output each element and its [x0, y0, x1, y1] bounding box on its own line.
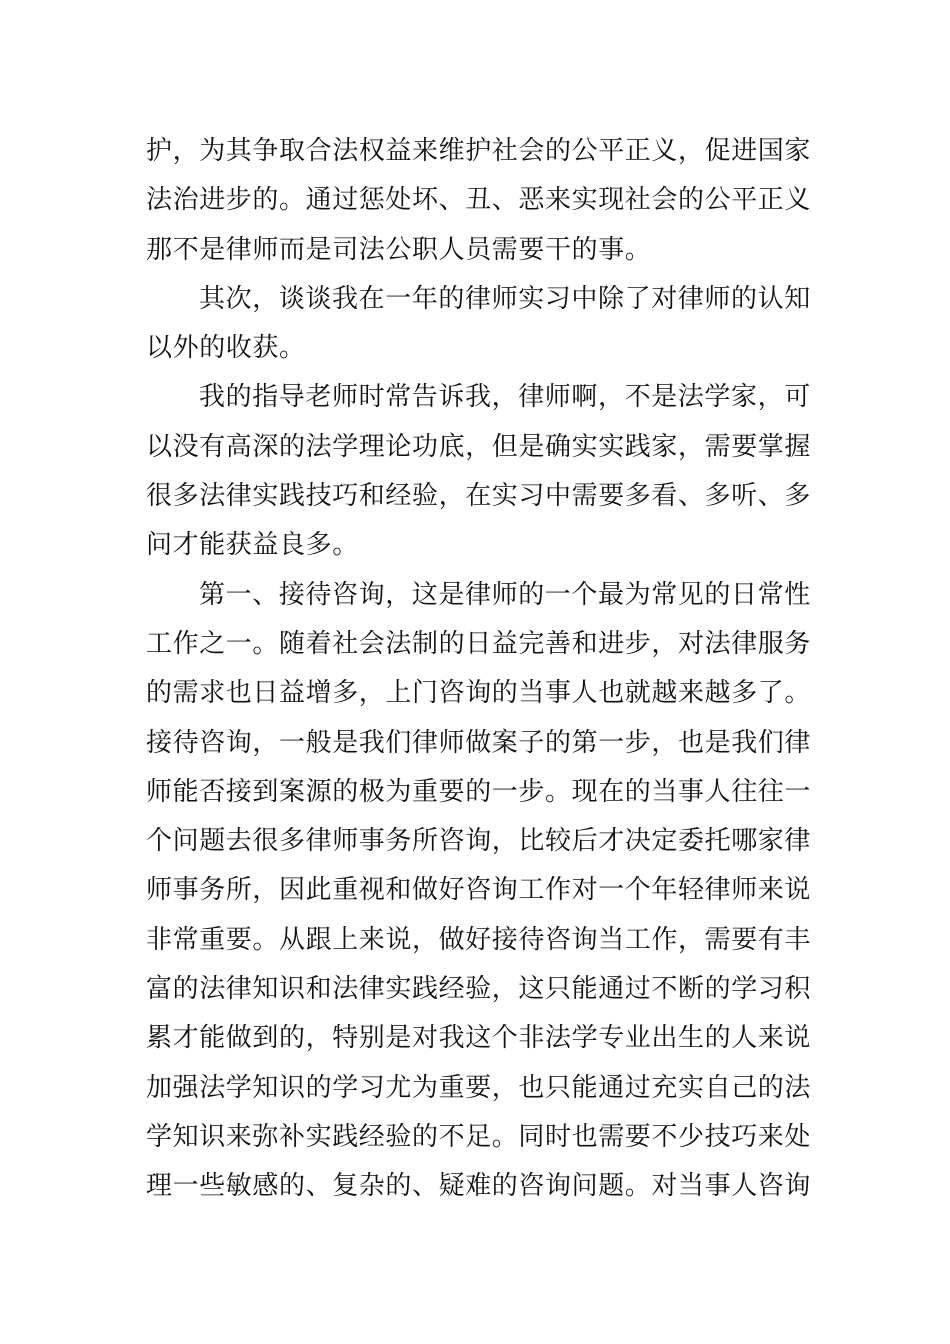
text-line: 师事务所，因此重视和做好咨询工作对一个年轻律师来说	[146, 875, 812, 906]
text-line: 学知识来弥补实践经验的不足。同时也需要不少技巧来处	[146, 1121, 812, 1152]
document-body	[146, 127, 812, 1212]
text-line: 法治进步的。通过惩处坏、丑、恶来实现社会的公平正义	[146, 185, 812, 216]
paragraph-first-line: 我的指导老师时常告诉我，律师啊，不是法学家，可	[199, 382, 811, 413]
text-line: 那不是律师而是司法公职人员需要干的事。	[146, 234, 652, 265]
text-line: 加强法学知识的学习尤为重要，也只能通过充实自己的法	[146, 1072, 812, 1103]
paragraph-first-line: 第一、接待咨询，这是律师的一个最为常见的日常性	[199, 579, 811, 610]
paragraph-first-line: 其次，谈谈我在一年的律师实习中除了对律师的认知	[199, 283, 811, 314]
text-line: 师能否接到案源的极为重要的一步。现在的当事人往往一	[146, 776, 812, 807]
text-line: 非常重要。从跟上来说，做好接待咨询当工作，需要有丰	[146, 924, 812, 955]
text-line: 以没有高深的法学理论功底，但是确实实践家，需要掌握	[146, 431, 812, 462]
text-line: 富的法律知识和法律实践经验，这只能通过不断的学习积	[146, 974, 812, 1005]
text-line: 理一些敏感的、复杂的、疑难的咨询问题。对当事人咨询	[146, 1171, 812, 1202]
text-line: 问才能获益良多。	[146, 530, 359, 561]
text-line: 很多法律实践技巧和经验，在实习中需要多看、多听、多	[146, 481, 812, 512]
text-line: 接待咨询，一般是我们律师做案子的第一步，也是我们律	[146, 727, 812, 758]
text-line: 以外的收获。	[146, 333, 306, 364]
text-line: 个问题去很多律师事务所咨询，比较后才决定委托哪家律	[146, 826, 812, 857]
text-line: 累才能做到的，特别是对我这个非法学专业出生的人来说	[146, 1023, 812, 1054]
text-line: 的需求也日益增多，上门咨询的当事人也就越来越多了。	[146, 678, 812, 709]
text-line: 工作之一。随着社会法制的日益完善和进步，对法律服务	[146, 628, 812, 659]
text-line: 护，为其争取合法权益来维护社会的公平正义，促进国家	[146, 136, 812, 166]
